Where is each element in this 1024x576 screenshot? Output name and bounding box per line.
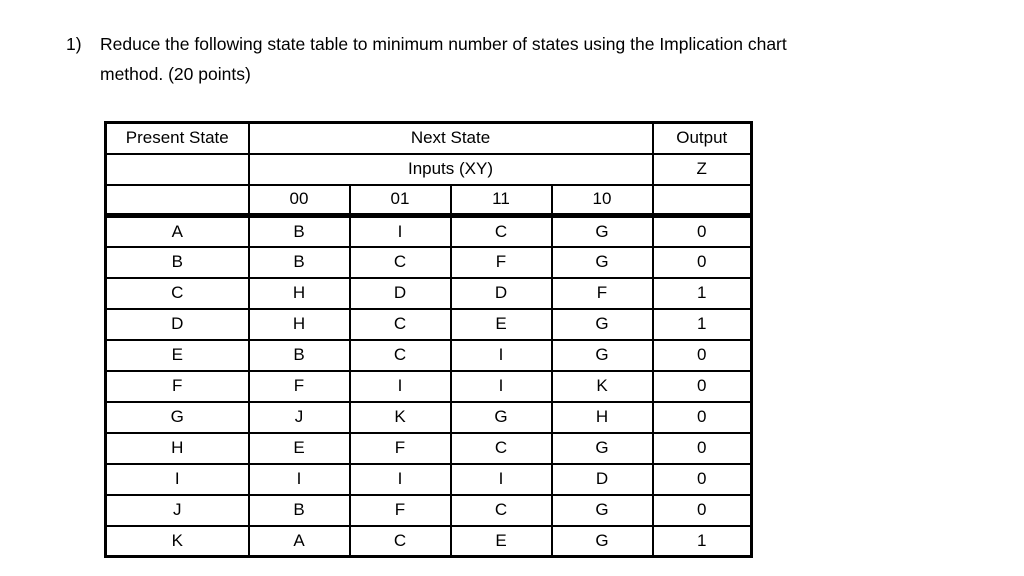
next-state-cell-11: I <box>451 340 552 371</box>
next-state-cell-10: G <box>552 309 653 340</box>
output-cell: 0 <box>653 247 752 278</box>
next-state-cell-00: J <box>249 402 350 433</box>
next-state-cell-01: I <box>350 216 451 247</box>
table-row <box>106 247 752 278</box>
question-text <box>100 29 970 89</box>
present-state-cell: A <box>106 216 249 247</box>
next-state-cell-01: I <box>350 371 451 402</box>
next-state-cell-10: G <box>552 340 653 371</box>
output-cell: 0 <box>653 402 752 433</box>
output-cell: 0 <box>653 464 752 495</box>
output-subheader-empty <box>653 185 752 216</box>
table-row <box>106 216 752 247</box>
next-state-header: Next State <box>249 123 653 154</box>
next-state-cell-10: H <box>552 402 653 433</box>
input-combo-header: 10 <box>552 185 653 216</box>
next-state-cell-00: I <box>249 464 350 495</box>
header-row-1 <box>106 123 752 154</box>
present-state-cell: K <box>106 526 249 557</box>
present-state-cell: C <box>106 278 249 309</box>
present-state-cell: J <box>106 495 249 526</box>
next-state-cell-01: D <box>350 278 451 309</box>
output-cell: 0 <box>653 495 752 526</box>
next-state-cell-01: I <box>350 464 451 495</box>
input-combo-header: 00 <box>249 185 350 216</box>
output-cell: 0 <box>653 433 752 464</box>
header-row-3 <box>106 185 752 216</box>
state-table <box>104 121 753 558</box>
question-number: 1) <box>66 34 82 54</box>
present-state-cell: B <box>106 247 249 278</box>
next-state-cell-00: B <box>249 340 350 371</box>
next-state-cell-00: H <box>249 309 350 340</box>
next-state-cell-00: A <box>249 526 350 557</box>
next-state-cell-10: G <box>552 433 653 464</box>
next-state-cell-01: K <box>350 402 451 433</box>
present-state-cell: H <box>106 433 249 464</box>
next-state-cell-01: C <box>350 309 451 340</box>
output-cell: 0 <box>653 340 752 371</box>
next-state-cell-01: F <box>350 495 451 526</box>
next-state-cell-10: G <box>552 216 653 247</box>
output-variable-header: Z <box>653 154 752 185</box>
input-combo-header: 11 <box>451 185 552 216</box>
input-combo-header: 01 <box>350 185 451 216</box>
next-state-cell-11: E <box>451 309 552 340</box>
table-row <box>106 371 752 402</box>
table-row <box>106 309 752 340</box>
next-state-cell-00: H <box>249 278 350 309</box>
present-state-subheader-empty <box>106 185 249 216</box>
next-state-cell-01: C <box>350 247 451 278</box>
output-header: Output <box>653 123 752 154</box>
table-row <box>106 526 752 557</box>
present-state-cell: G <box>106 402 249 433</box>
next-state-cell-00: B <box>249 495 350 526</box>
output-cell: 1 <box>653 278 752 309</box>
next-state-cell-00: E <box>249 433 350 464</box>
next-state-cell-10: K <box>552 371 653 402</box>
present-state-cell: I <box>106 464 249 495</box>
next-state-cell-11: C <box>451 433 552 464</box>
next-state-cell-11: I <box>451 371 552 402</box>
inputs-label-header: Inputs (XY) <box>249 154 653 185</box>
header-row-2 <box>106 154 752 185</box>
next-state-cell-11: C <box>451 495 552 526</box>
present-state-cell: F <box>106 371 249 402</box>
present-state-header: Present State <box>106 123 249 154</box>
next-state-cell-01: C <box>350 340 451 371</box>
table-row <box>106 464 752 495</box>
next-state-cell-11: E <box>451 526 552 557</box>
present-state-cell: D <box>106 309 249 340</box>
output-cell: 1 <box>653 526 752 557</box>
table-row <box>106 433 752 464</box>
table-row <box>106 340 752 371</box>
next-state-cell-00: B <box>249 247 350 278</box>
question-text-line1: Reduce the following state table to minimum number of states using the Implication chart <box>100 34 787 54</box>
output-cell: 0 <box>653 216 752 247</box>
output-cell: 0 <box>653 371 752 402</box>
next-state-cell-11: G <box>451 402 552 433</box>
next-state-cell-11: F <box>451 247 552 278</box>
table-row <box>106 278 752 309</box>
next-state-cell-01: C <box>350 526 451 557</box>
present-state-header-empty <box>106 154 249 185</box>
next-state-cell-11: D <box>451 278 552 309</box>
next-state-cell-10: D <box>552 464 653 495</box>
next-state-cell-11: C <box>451 216 552 247</box>
present-state-cell: E <box>106 340 249 371</box>
next-state-cell-00: B <box>249 216 350 247</box>
next-state-cell-00: F <box>249 371 350 402</box>
next-state-cell-10: G <box>552 247 653 278</box>
output-cell: 1 <box>653 309 752 340</box>
next-state-cell-10: G <box>552 526 653 557</box>
question-block <box>66 29 970 89</box>
next-state-cell-11: I <box>451 464 552 495</box>
next-state-cell-10: F <box>552 278 653 309</box>
table-row <box>106 495 752 526</box>
next-state-cell-10: G <box>552 495 653 526</box>
next-state-cell-01: F <box>350 433 451 464</box>
question-text-line2: method. (20 points) <box>100 64 251 84</box>
table-row <box>106 402 752 433</box>
